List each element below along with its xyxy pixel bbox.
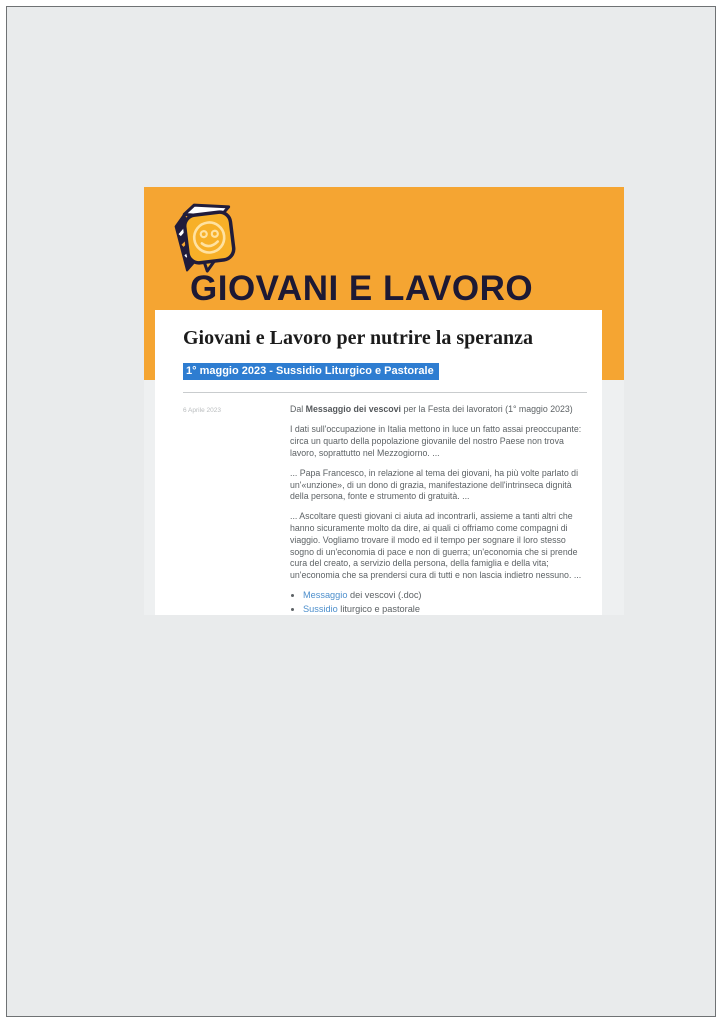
paragraph-2: ... Papa Francesco, in relazione al tema dei giovani, ha più volte parlato di un'«unzione», di un dono di grazia, manifestazione dell'intrinseca dignità della persona, fonte e strumento di gratuità. ... [290, 467, 579, 502]
paragraph-3: ... Ascoltare questi giovani ci aiuta ad incontrarli, assieme a tanti altri che hanno sicuramente molto da dire, ai quali ci offriamo come compagni di viaggio. Vogliamo trovare il modo ed il tempo per sognare il loro stesso sogno di un'economia di pace e non di guerra; un'economia che si prende cura del creato, a servizio della persona, della famiglia e della vita; un'economia che sa prendersi cura di tutti e non lascia indietro nessuno. ... [290, 511, 582, 580]
lead-post: per la Festa dei lavoratori (1° maggio 2023) [401, 404, 573, 414]
sussidio-rest: liturgico e pastorale [337, 603, 420, 614]
paragraph-1: I dati sull'occupazione in Italia mettono in luce un fatto assai preoccupante: circa un quarto della popolazione giovanile del nostro Paese non trova lavoro, soprattutto nel Mezzogiorno. ... [290, 424, 582, 458]
lead-bold: Messaggio dei vescovi [305, 404, 401, 414]
site-brand-title: GIOVANI E LAVORO [190, 269, 534, 308]
document-page-frame [6, 6, 716, 1017]
smiley-book-logo-icon [170, 199, 240, 273]
lead-pre: Dal [290, 404, 306, 414]
article-card [155, 310, 602, 615]
lead-paragraph [290, 404, 587, 416]
article-date: 6 Aprile 2023 [183, 407, 221, 414]
article-title: Giovani e Lavoro per nutrire la speranza [183, 327, 533, 349]
webpage-screenshot [144, 187, 624, 615]
messaggio-doc-link[interactable]: Messaggio [303, 590, 348, 601]
article-content-column [290, 404, 587, 618]
list-item-sussidio [303, 604, 587, 616]
sussidio-link[interactable]: Sussidio [303, 603, 338, 614]
article-meta-column [183, 404, 290, 618]
messaggio-doc-rest: dei vescovi (.doc) [347, 590, 422, 601]
attachments-list [303, 590, 587, 615]
article-body-row [183, 404, 587, 618]
list-item-messaggio [303, 590, 587, 602]
article-subtitle-highlighted: 1° maggio 2023 - Sussidio Liturgico e Pastorale [183, 363, 439, 380]
divider [183, 392, 587, 393]
